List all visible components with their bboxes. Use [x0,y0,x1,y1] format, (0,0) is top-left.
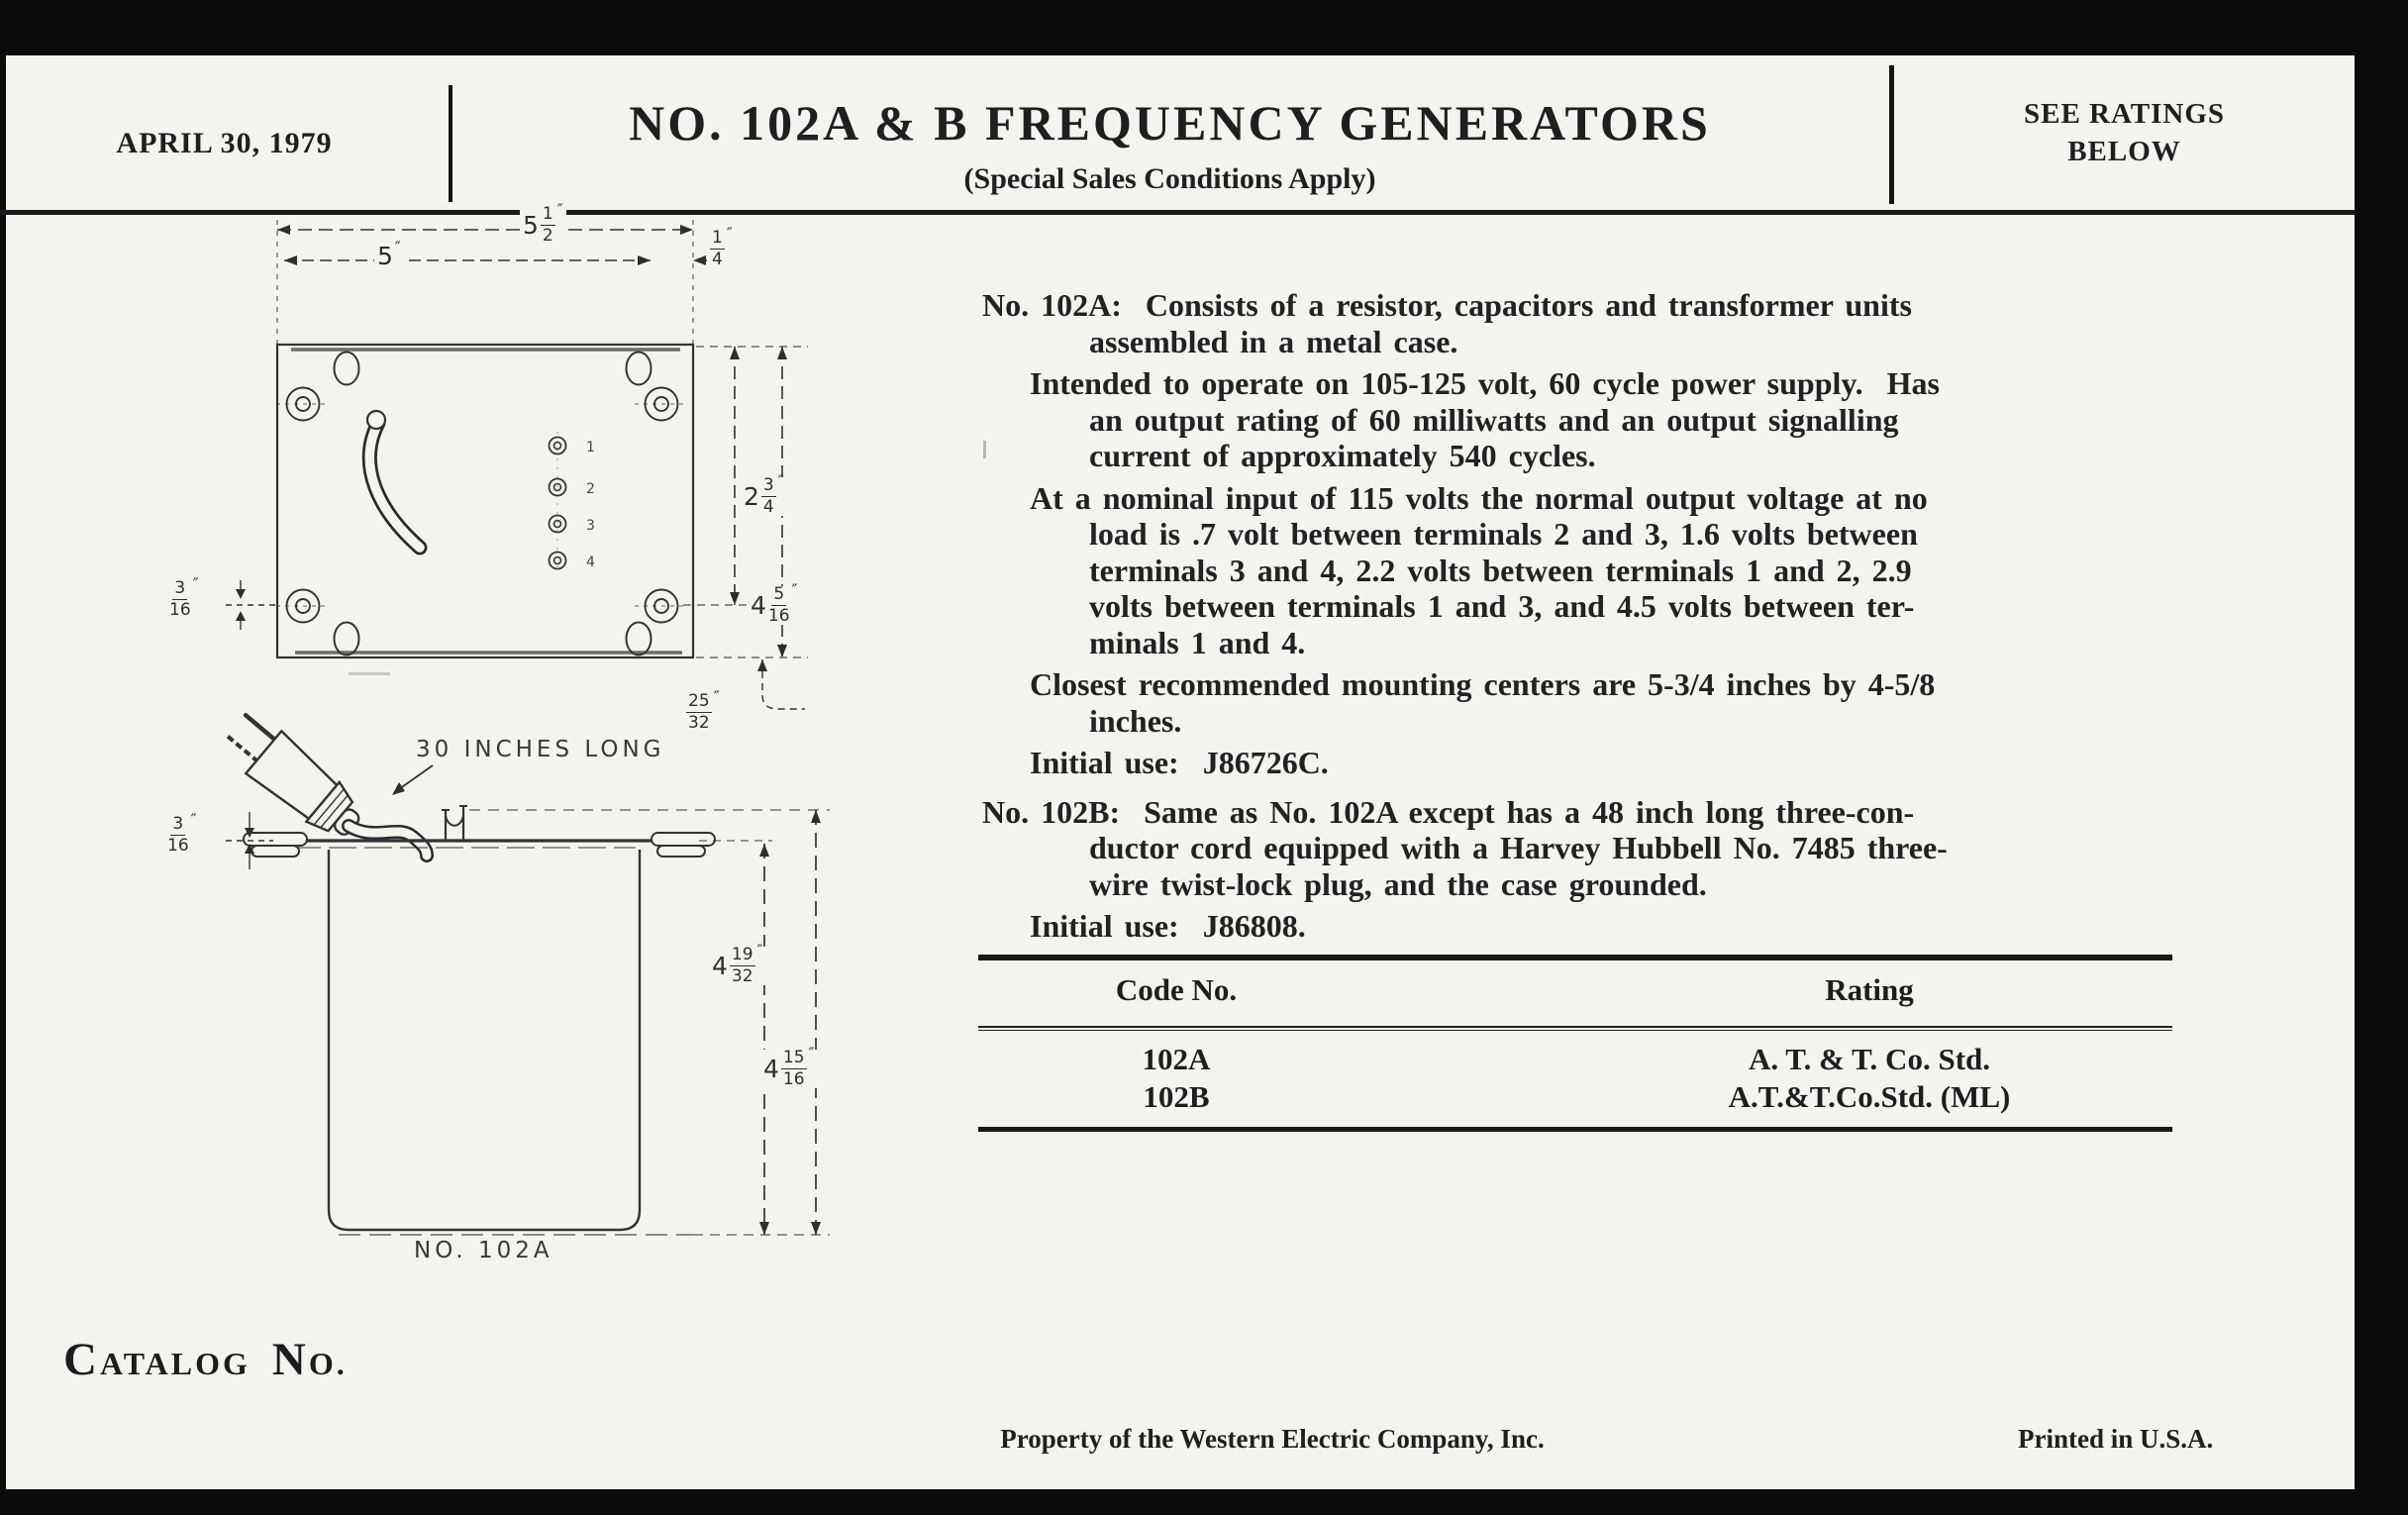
table-rule-top [978,955,2172,960]
dim-numerator: 3 [762,475,774,495]
dim-unit: ″ [791,580,798,599]
dim-label-flange-thickness [164,810,200,856]
printed-note: Printed in U.S.A. [2018,1424,2214,1454]
case-flange [275,841,697,848]
clip-loop [446,816,463,826]
terminal-number: 1 [586,440,595,455]
arrowhead [730,592,740,605]
dim-label-slot-offset [166,574,202,620]
dim-case-depth [756,844,769,1235]
case-outline [329,850,640,1230]
mounting-ear [251,846,299,857]
text-line: terminals 3 and 4, 2.2 volts between terminals 1 and 2, 2.9 [1089,552,1912,588]
dim-fraction [781,1050,807,1088]
table-rule-bottom [978,1127,2172,1132]
scan-border-top [0,0,2408,55]
scan-border-right [2355,0,2408,1515]
dim-unit: ″ [808,1044,815,1062]
table-cell-rating: A. T. & T. Co. Std. [1748,1042,1991,1076]
catalog-initial: N [271,1334,309,1385]
text-line: Closest recommended mounting centers are 5-3/4 inches by 4-5/8 [1030,666,1936,702]
dim-label-overall-width [520,200,566,246]
arrowhead [777,645,787,657]
text-line: load is .7 volt between terminals 2 and 3, 1.6 volts between [1089,516,1918,552]
dim-line-overall-width [277,220,693,345]
table-cell-code: 102A [1142,1042,1211,1076]
mounting-hole [276,590,330,623]
ratings-note-line1: SEE RATINGS [2023,98,2226,130]
dim-slot-offset [226,580,277,630]
text-line: At a nominal input of 115 volts the normal output voltage at no [1030,479,1928,516]
arrowhead [759,1222,769,1235]
dim-whole: 5 [523,211,539,240]
dim-unit: ″ [777,471,784,490]
plug-prong-hidden [228,737,256,760]
catalog-rest: ATALOG [99,1346,251,1381]
table-rule-header [978,1026,2172,1031]
table-cell-code: 102B [1143,1079,1210,1114]
dim-label-terminal-offset [741,471,787,517]
text-line: an output rating of 60 milliwatts and an output signalling [1089,401,1899,438]
text-line: minals 1 and 4. [1089,624,1306,660]
dim-whole: 4 [763,1055,779,1083]
dim-whole: 2 [744,482,759,511]
terminal [550,516,566,533]
dim-fraction [686,693,712,732]
dim-fraction [768,586,790,625]
page-subtitle: (Special Sales Conditions Apply) [963,162,1376,195]
dim-unit: ″ [756,941,763,960]
arrowhead [284,255,297,265]
dim-fraction [541,206,555,245]
arrowhead [811,1222,821,1235]
dim-fraction [169,580,191,619]
cord-end-loop [367,411,385,429]
text-line: Intended to operate on 105-125 volt, 60 cycle power supply. Has [1030,365,1940,401]
mounting-ear [657,846,705,857]
arrowhead [277,225,290,235]
terminal-number: 2 [586,481,595,497]
drawing-caption: NO. 102A [414,1238,553,1263]
scan-border-bottom [0,1489,2408,1515]
catalog-number-label [63,1333,348,1386]
arrowhead [236,611,246,621]
dim-fraction [730,947,755,985]
text-line: wire twist-lock plug, and the case grounded. [1089,865,1707,902]
mounting-hole [276,388,330,421]
plan-view [226,220,808,709]
text-line: Initial use: J86808. [1030,908,1306,944]
arrowhead [638,255,651,265]
dim-label-edge-margin [707,224,736,269]
dim-numerator: 1 [542,204,553,224]
dim-terminal-offset [683,347,808,605]
dim-numerator: 3 [172,814,184,834]
dim-label-corner-offset [683,687,723,733]
dim-denominator: 16 [782,1069,805,1089]
dim-label-hole-span [374,238,404,270]
dim-denominator: 16 [169,600,191,620]
dimension-leader [762,659,805,709]
issue-date: APRIL 30, 1979 [116,127,333,159]
ratings-table [978,955,2172,1135]
dim-unit: ″ [713,687,720,706]
text-line: Initial use: J86726C. [1030,745,1329,780]
text-line: No. 102B: Same as No. 102A except has a 48 inch long three-con- [982,793,1915,830]
dim-fraction [761,477,776,516]
scan-artifact [983,441,986,458]
cord-length-label: 30 INCHES LONG [416,737,665,762]
text-line: ductor cord equipped with a Harvey Hubbell No. 7485 three- [1089,830,1948,865]
text-line: volts between terminals 1 and 3, and 4.5 volts between ter- [1089,588,1915,624]
arrowhead [757,659,767,671]
dim-denominator: 16 [167,836,189,856]
ratings-note [1894,95,2355,170]
mounting-hole [635,590,688,623]
page-title: NO. 102A & B FREQUENCY GENERATORS [629,95,1711,151]
dim-line-hole-span [284,255,651,265]
dim-denominator: 2 [542,226,553,246]
mounting-ear [244,833,307,846]
catalog-initial: C [63,1334,100,1385]
dim-label-plate-height [748,580,801,626]
description-text [982,287,2185,945]
oval-hole [335,623,359,656]
reference-lines [469,810,830,1235]
ground-clip [442,806,467,840]
table-cell-rating: A.T.&T.Co.Std. (ML) [1728,1079,2011,1114]
dim-unit: ″ [192,574,199,593]
dim-label-overall-depth [760,1044,818,1089]
property-note: Property of the Western Electric Company, Inc. [1000,1424,1545,1454]
mounting-ears [244,833,715,857]
dim-fraction [167,816,189,855]
arrowhead [811,810,821,823]
oval-hole [627,623,652,656]
mounting-ear [652,833,715,846]
dim-denominator: 16 [767,606,790,626]
dim-unit: ″ [394,238,401,256]
scan-artifact [349,672,390,675]
dim-numerator: 5 [773,584,785,604]
case-body [329,850,693,1235]
plug-prong [246,715,274,739]
plate-rect [277,345,693,657]
column-header-code: Code No. [1115,972,1238,1007]
dim-label-case-depth [709,941,766,986]
oval-hole [627,353,652,385]
dim-denominator: 32 [731,966,753,986]
text-line: inches. [1089,702,1182,739]
arrowhead [392,782,405,795]
plate-outline [277,345,693,657]
arrowhead [236,589,246,599]
column-header-rating: Rating [1825,972,1914,1007]
mounting-hole [635,388,688,421]
dim-denominator: 4 [762,497,774,517]
dim-corner-offset [757,659,805,709]
dim-whole: 4 [712,952,728,980]
arrowhead [777,347,787,359]
dim-unit: ″ [726,224,733,243]
text-line: current of approximately 540 cycles. [1089,438,1596,473]
arrowhead [680,225,693,235]
dim-denominator: 32 [688,713,710,733]
dim-numerator: 25 [688,691,710,711]
arrowhead [693,255,706,265]
dim-fraction [710,230,725,268]
terminal-center [554,443,561,450]
leader-line [399,765,433,789]
dim-overall-depth [808,810,821,1235]
text-line: assembled in a metal case. [1089,323,1458,359]
dim-whole: 5 [377,242,393,270]
dim-numerator: 19 [731,945,753,964]
scan-border-left [0,0,6,1515]
terminals [550,432,596,574]
text-line: No. 102A: Consists of a resistor, capacitors and transformer units [982,287,1912,323]
cord-plan [367,411,420,548]
dim-numerator: 1 [712,228,723,248]
dim-unit: ″ [556,200,563,219]
catalog-rest: O. [308,1346,348,1381]
arrowhead [730,347,740,359]
terminal-number: 3 [586,518,595,534]
dim-unit: ″ [190,810,197,829]
mounting-holes [276,388,688,623]
arrowhead [759,844,769,857]
oval-hole [335,353,359,385]
dim-whole: 4 [751,591,766,620]
terminal-number: 4 [586,555,595,570]
dim-numerator: 15 [782,1048,805,1067]
cord-label-arrow [392,765,433,795]
dim-denominator: 4 [712,250,723,269]
ratings-note-line2: BELOW [2067,136,2181,167]
dim-numerator: 3 [174,578,186,598]
